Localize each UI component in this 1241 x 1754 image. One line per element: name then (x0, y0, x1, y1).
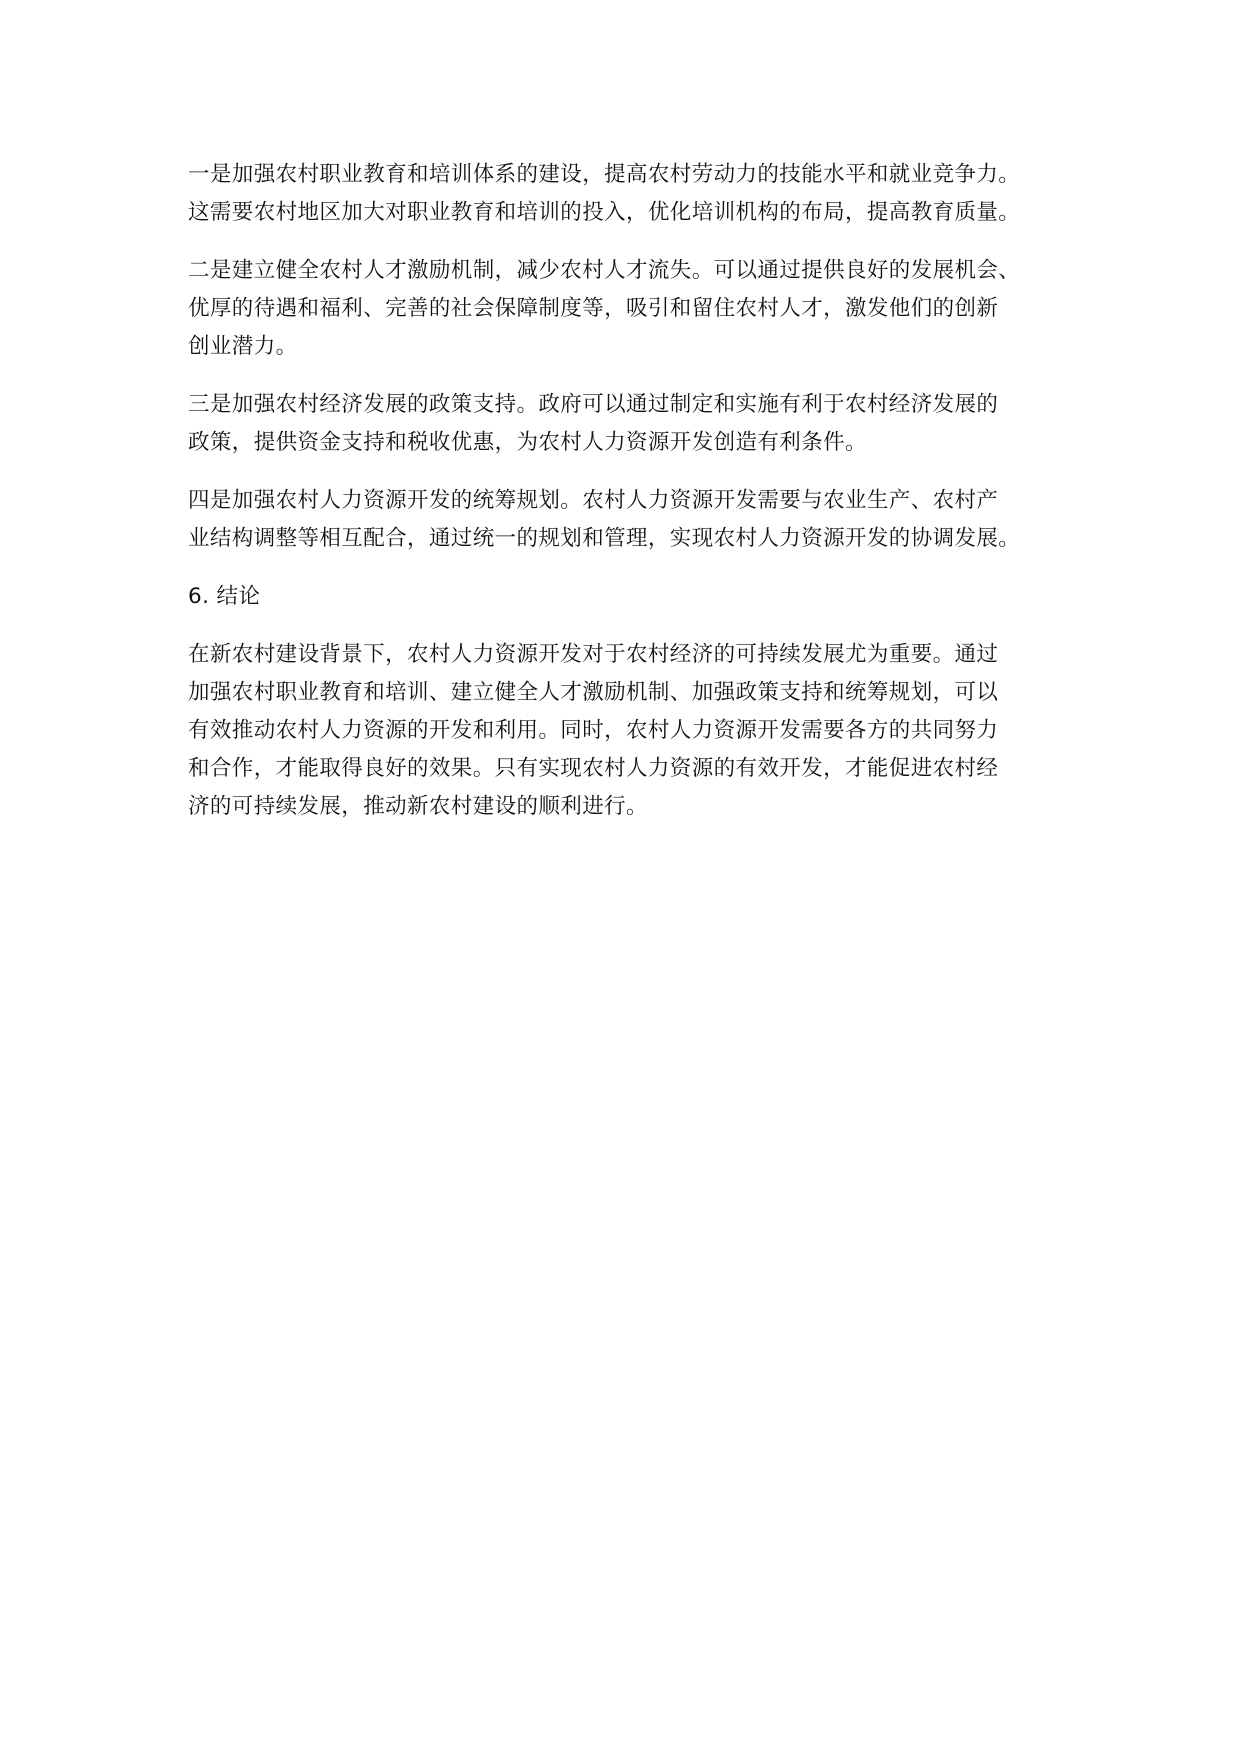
paragraph-talent-incentive (188, 252, 1088, 366)
paragraph-line: 这需要农村地区加大对职业教育和培训的投入，优化培训机构的布局，提高教育质量。 (188, 200, 1021, 225)
paragraph-line: 政策，提供资金支持和税收优惠，为农村人力资源开发创造有利条件。 (188, 430, 867, 455)
paragraph-line: 加强农村职业教育和培训、建立健全人才激励机制、加强政策支持和统筹规划，可以 (188, 680, 999, 705)
section-heading-conclusion: 6. 结论 (188, 584, 261, 609)
paragraph-line: 济的可持续发展，推动新农村建设的顺利进行。 (188, 794, 648, 819)
paragraph-line: 一是加强农村职业教育和培训体系的建设，提高农村劳动力的技能水平和就业竞争力。 (188, 162, 1021, 187)
paragraph-line: 四是加强农村人力资源开发的统筹规划。农村人力资源开发需要与农业生产、农村产 (188, 488, 999, 513)
paragraph-line: 优厚的待遇和福利、完善的社会保障制度等，吸引和留住农村人才，激发他们的创新 (188, 296, 999, 321)
paragraph-line: 有效推动农村人力资源的开发和利用。同时，农村人力资源开发需要各方的共同努力 (188, 718, 999, 743)
paragraph-line: 三是加强农村经济发展的政策支持。政府可以通过制定和实施有利于农村经济发展的 (188, 392, 999, 417)
paragraph-line: 在新农村建设背景下，农村人力资源开发对于农村经济的可持续发展尤为重要。通过 (188, 642, 999, 667)
paragraph-line: 二是建立健全农村人才激励机制，减少农村人才流失。可以通过提供良好的发展机会、 (188, 258, 1021, 283)
document-body (188, 156, 1088, 846)
paragraph-line: 业结构调整等相互配合，通过统一的规划和管理，实现农村人力资源开发的协调发展。 (188, 526, 1021, 551)
paragraph-line: 和合作，才能取得良好的效果。只有实现农村人力资源的有效开发，才能促进农村经 (188, 756, 999, 781)
paragraph-line: 创业潜力。 (188, 334, 298, 359)
paragraph-conclusion (188, 636, 1088, 826)
paragraph-policy-support (188, 386, 1088, 462)
paragraph-vocational-training (188, 156, 1088, 232)
paragraph-overall-planning (188, 482, 1088, 558)
